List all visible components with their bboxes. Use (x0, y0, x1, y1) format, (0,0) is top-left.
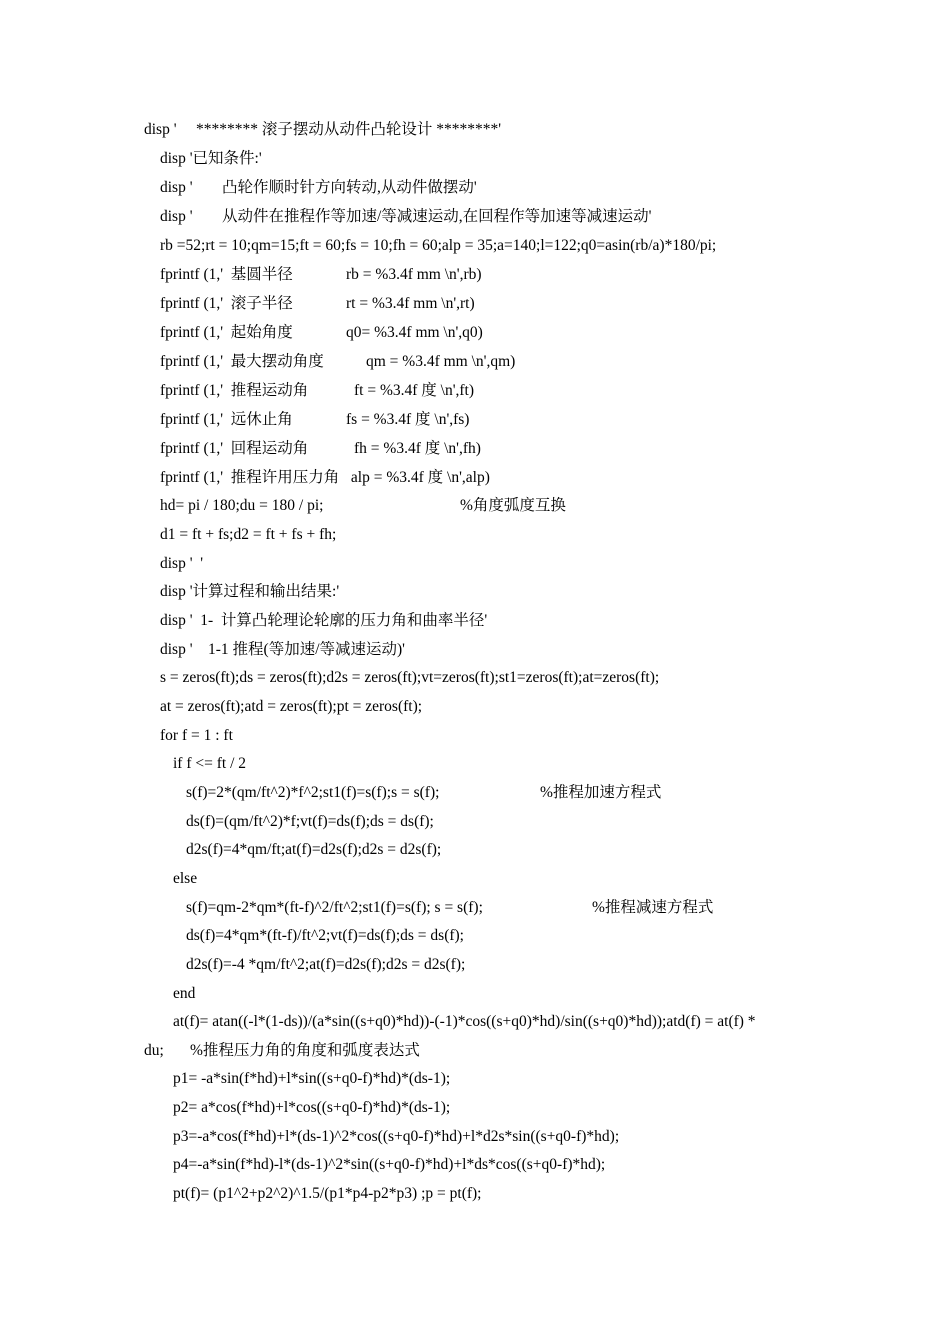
code-line-15: d1 = ft + fs;d2 = ft + fs + fh; (160, 526, 337, 543)
code-line-31: end (173, 985, 196, 1002)
code-line-16: disp ' ' (160, 555, 204, 572)
code-line-33: du; %推程压力角的角度和弧度表达式 (144, 1042, 420, 1059)
code-line-24: s(f)=2*(qm/ft^2)*f^2;st1(f)=s(f);s = s(f); %推程加速方程式 (186, 784, 662, 801)
code-line-23: if f <= ft / 2 (173, 755, 247, 772)
code-line-25: ds(f)=(qm/ft^2)*f;vt(f)=ds(f);ds = ds(f); (186, 813, 434, 830)
code-line-4: disp ' 从动件在推程作等加速/等减速运动,在回程作等加速等减速运动' (160, 208, 652, 225)
code-line-37: p4=-a*sin(f*hd)-l*(ds-1)^2*sin((s+q0-f)*hd)+l*ds*cos((s+q0-f)*hd); (173, 1156, 606, 1173)
code-line-21: at = zeros(ft);atd = zeros(ft);pt = zeros(ft); (160, 698, 423, 715)
code-line-5: rb =52;rt = 10;qm=15;ft = 60;fs = 10;fh = 60;alp = 35;a=140;l=122;q0=asin(rb/a)*180/pi; (160, 237, 717, 254)
code-line-8: fprintf (1,' 起始角度 q0= %3.4f mm \n',q0) (160, 324, 483, 341)
code-line-27: else (173, 870, 198, 887)
code-line-12: fprintf (1,' 回程运动角 fh = %3.4f 度 \n',fh) (160, 440, 481, 457)
code-line-14: hd= pi / 180;du = 180 / pi; %角度弧度互换 (160, 497, 566, 514)
code-line-10: fprintf (1,' 推程运动角 ft = %3.4f 度 \n',ft) (160, 382, 475, 399)
code-line-19: disp ' 1-1 推程(等加速/等减速运动)' (160, 641, 405, 658)
code-line-36: p3=-a*cos(f*hd)+l*(ds-1)^2*cos((s+q0-f)*hd)+l*d2s*sin((s+q0-f)*hd); (173, 1128, 620, 1145)
code-line-3: disp ' 凸轮作顺时针方向转动,从动件做摆动' (160, 179, 477, 196)
code-line-26: d2s(f)=4*qm/ft;at(f)=d2s(f);d2s = d2s(f); (186, 841, 442, 858)
code-line-35: p2= a*cos(f*hd)+l*cos((s+q0-f)*hd)*(ds-1); (173, 1099, 451, 1116)
code-line-18: disp ' 1- 计算凸轮理论轮廓的压力角和曲率半径' (160, 612, 488, 629)
code-line-32: at(f)= atan((-l*(1-ds))/(a*sin((s+q0)*hd))-(-1)*cos((s+q0)*hd)/sin((s+q0)*hd));atd(f) = at(f) * (173, 1013, 756, 1030)
code-line-6: fprintf (1,' 基圆半径 rb = %3.4f mm \n',rb) (160, 266, 482, 283)
code-line-2: disp '已知条件:' (160, 150, 262, 167)
code-line-22: for f = 1 : ft (160, 727, 233, 744)
code-line-34: p1= -a*sin(f*hd)+l*sin((s+q0-f)*hd)*(ds-1); (173, 1070, 451, 1087)
code-line-7: fprintf (1,' 滚子半径 rt = %3.4f mm \n',rt) (160, 295, 475, 312)
code-line-1: disp ' ******** 滚子摆动从动件凸轮设计 ********' (144, 121, 502, 138)
code-line-38: pt(f)= (p1^2+p2^2)^1.5/(p1*p4-p2*p3) ;p = pt(f); (173, 1185, 482, 1202)
code-line-20: s = zeros(ft);ds = zeros(ft);d2s = zeros(ft);vt=zeros(ft);st1=zeros(ft);at=zeros(ft); (160, 669, 660, 686)
code-line-29: ds(f)=4*qm*(ft-f)/ft^2;vt(f)=ds(f);ds = ds(f); (186, 927, 464, 944)
code-line-11: fprintf (1,' 远休止角 fs = %3.4f 度 \n',fs) (160, 411, 470, 428)
code-line-28: s(f)=qm-2*qm*(ft-f)^2/ft^2;st1(f)=s(f); s = s(f); %推程减速方程式 (186, 899, 714, 916)
code-line-17: disp '计算过程和输出结果:' (160, 583, 340, 600)
code-line-9: fprintf (1,' 最大摆动角度 qm = %3.4f mm \n',qm) (160, 353, 516, 370)
code-line-30: d2s(f)=-4 *qm/ft^2;at(f)=d2s(f);d2s = d2s(f); (186, 956, 466, 973)
code-line-13: fprintf (1,' 推程许用压力角 alp = %3.4f 度 \n',alp) (160, 469, 490, 486)
